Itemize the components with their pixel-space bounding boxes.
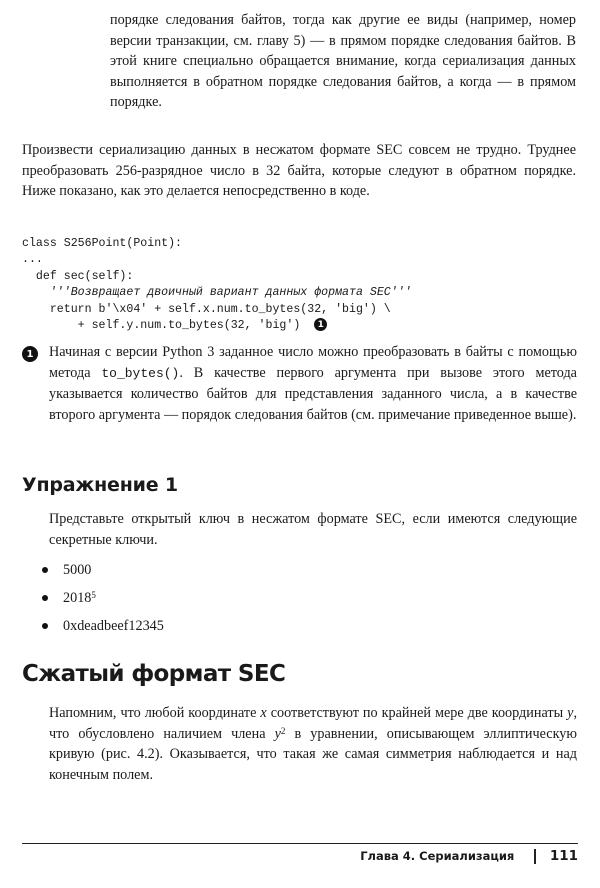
callout-marker-icon: 1 <box>22 346 38 362</box>
secret-keys-list <box>38 556 338 640</box>
method-name: to_bytes() <box>101 365 180 381</box>
callout-marker-icon: 1 <box>314 318 327 331</box>
list-item: 5000 <box>38 556 338 584</box>
list-item: 0xdeadbeef12345 <box>38 612 338 640</box>
code-line: def sec(self): <box>22 269 134 283</box>
code-listing <box>22 236 412 334</box>
superscript: 5 <box>91 590 96 600</box>
intro-paragraph: Произвести сериализацию данных в несжатом формате SEC совсем не трудно. Труднее преобразовать 256-разрядное число в 32 байта, которые следуют в обратном порядке. Ниже показано, как это делается непосредственно в коде. <box>22 142 576 199</box>
footer-divider <box>22 843 578 844</box>
chapter-title: Глава 4. Сериализация <box>360 849 515 863</box>
note-paragraph: порядке следования байтов, тогда как другие ее виды (например, номер версии транзакции, см. главу 5) — в прямом порядке следования байтов. В этой книге специально обращается внимание, когда сериализация данных выполняется в обратном порядке следования байтов, а когда — в прямом порядке. <box>110 12 576 110</box>
page-footer <box>360 848 578 864</box>
exercise-heading: Упражнение 1 <box>22 474 178 496</box>
page-number: 111 <box>549 848 578 864</box>
list-item: 2018$^5$ <box>38 584 338 612</box>
explanation-text: . В качестве первого аргумента при вызове этого метода указывается количество байтов для представления заданного числа, а в качестве второго аргумента — порядок следования байтов (см. примечание приведенное выше). <box>49 364 577 423</box>
code-line: return b'\x04' + self.x.num.to_bytes(32, 'big') \ <box>22 302 391 316</box>
code-line: class S256Point(Point): <box>22 237 183 250</box>
variable-x: x <box>260 705 267 721</box>
section-heading: Сжатый формат SEC <box>22 661 286 687</box>
explanation-text: Начиная с версии Python 3 заданное число можно преобразовать в байты с помощью метода <box>49 344 577 381</box>
code-line: + self.y.num.to_bytes(32, 'big') <box>22 319 301 333</box>
code-docstring: '''Возвращает двоичный вариант данных формата SEC''' <box>22 286 412 300</box>
exercise-paragraph: Представьте открытый ключ в несжатом формате SEC, если имеются следующие секретные ключи. <box>49 511 577 548</box>
section-paragraph: Напомним, что любой координате x соответствуют по крайней мере две координаты y, что обусловлено наличием члена $y^2$ в уравнении, описывающем эллиптическую кривую (рис. 4.2). Оказывается, что такая же самая симметрия наблюдается и над конечным полем. <box>49 705 577 783</box>
footer-separator <box>534 849 536 864</box>
variable-y: y <box>567 705 574 721</box>
callout-explanation <box>49 342 577 425</box>
superscript: 2 <box>280 725 286 736</box>
code-line: ... <box>22 253 43 267</box>
variable-y-squared: y <box>274 725 281 742</box>
